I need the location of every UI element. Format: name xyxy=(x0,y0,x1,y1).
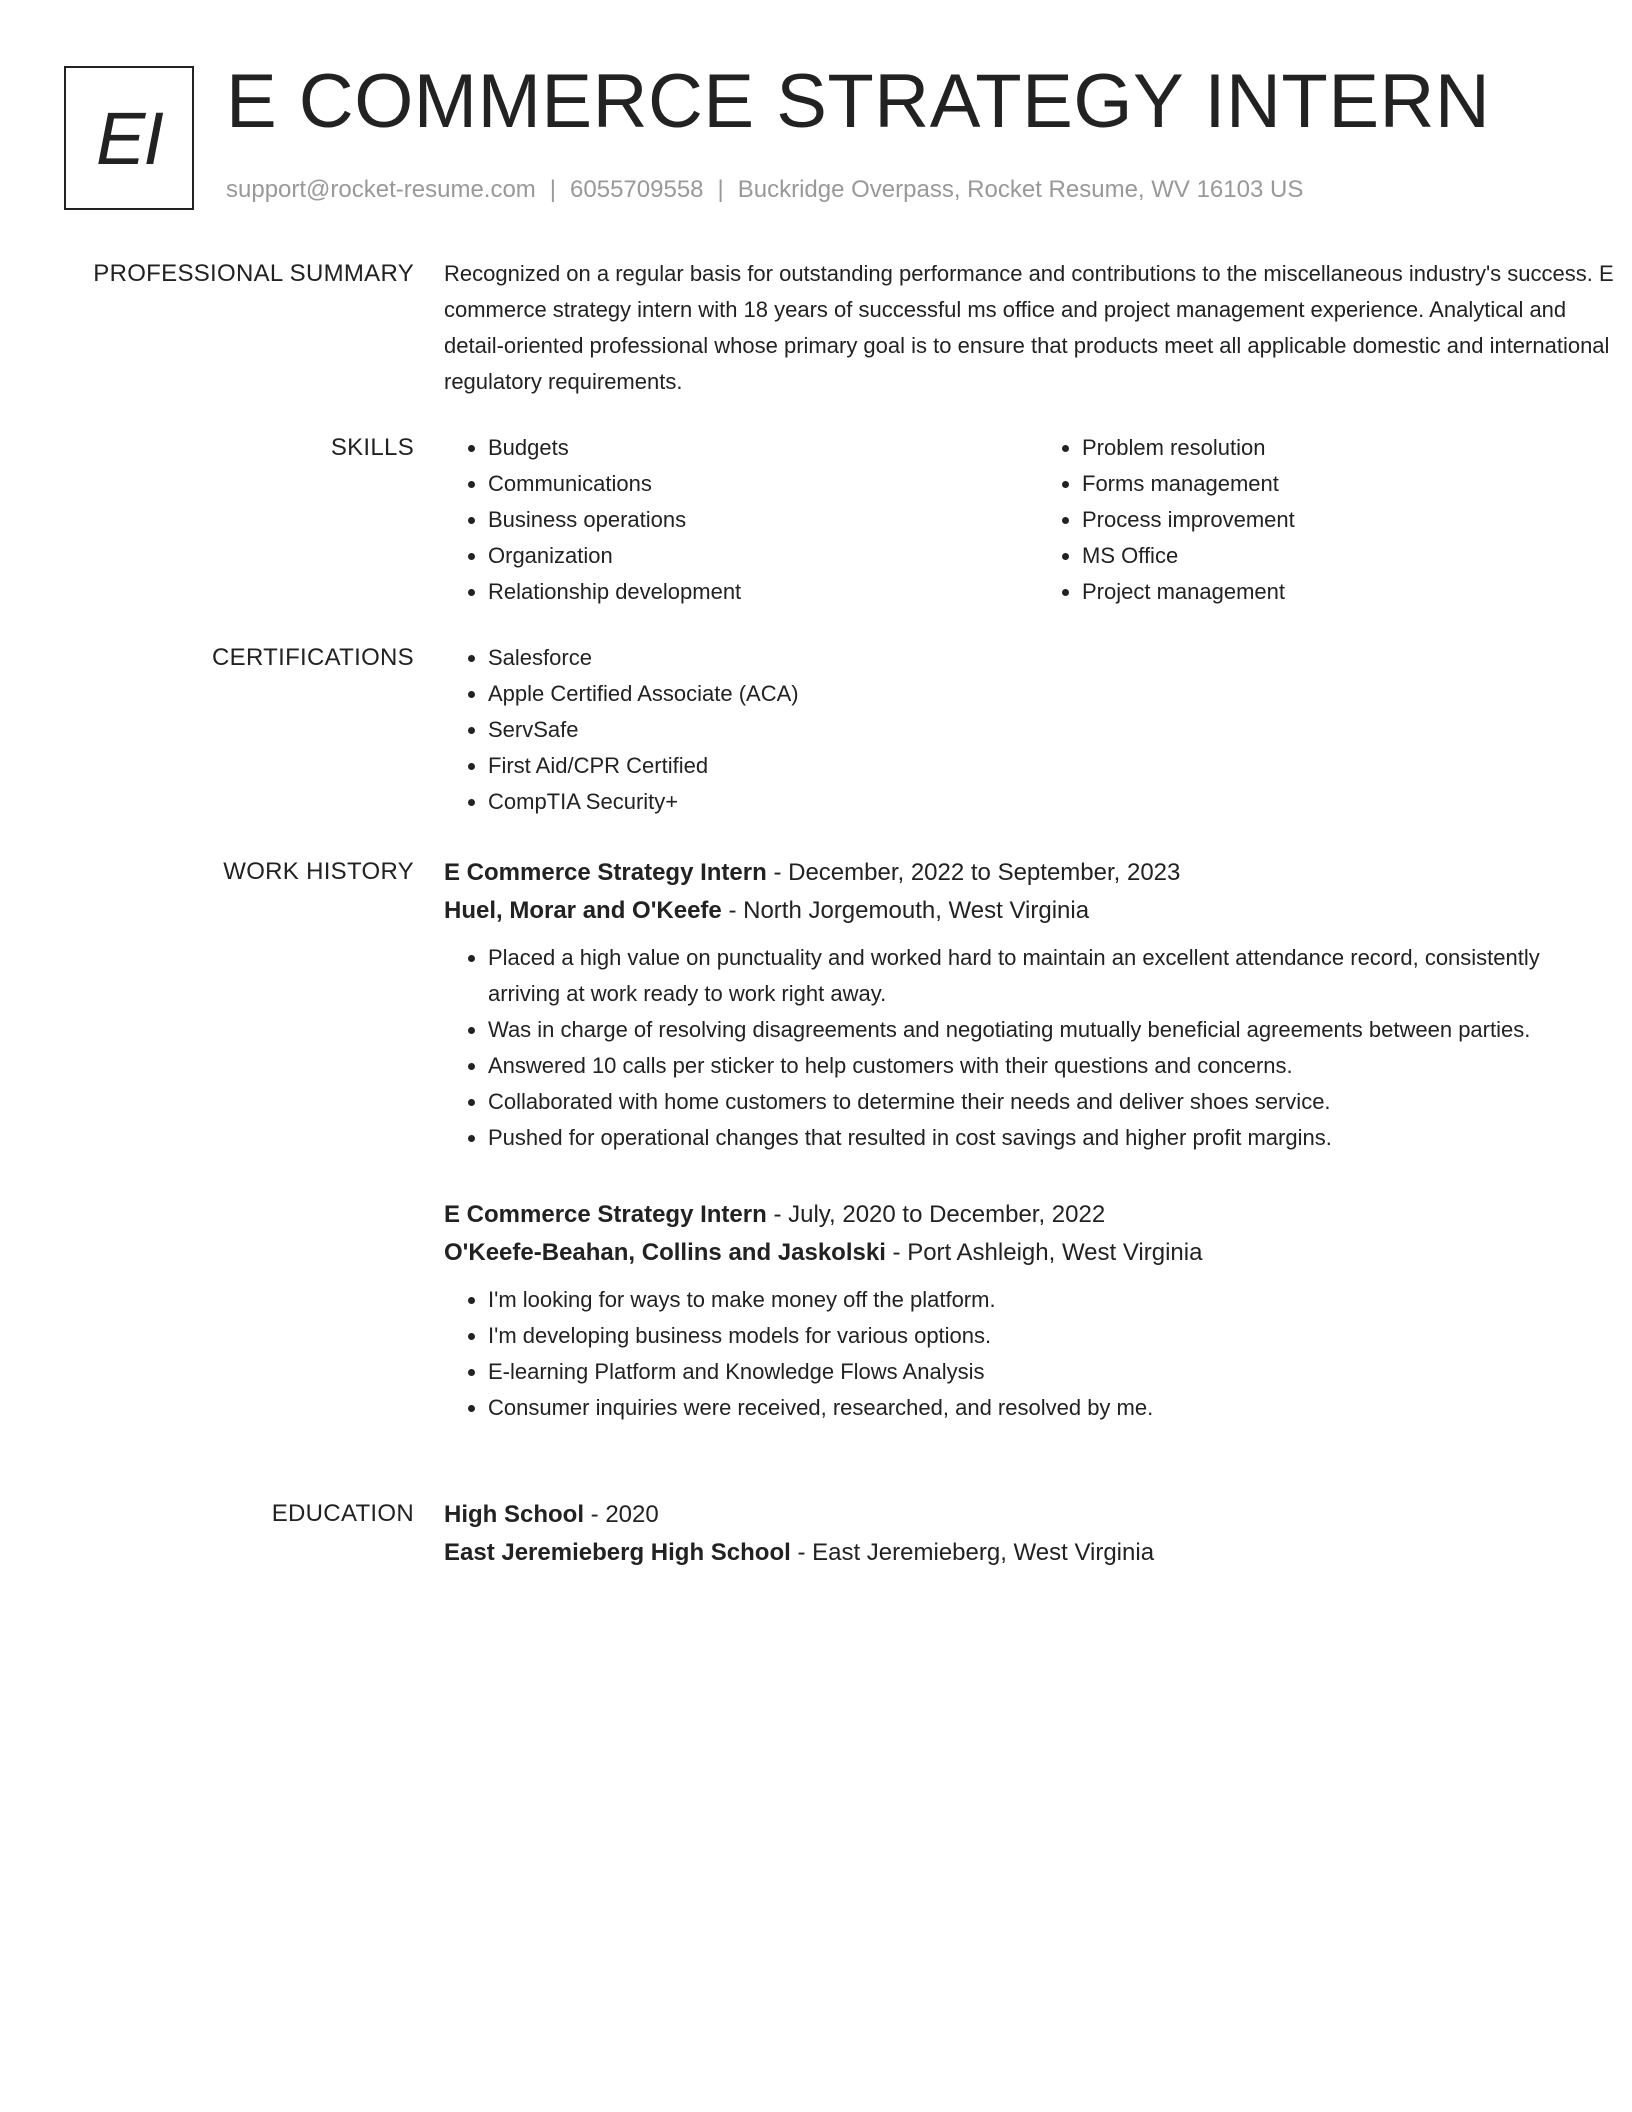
job-dates: - December, 2022 to September, 2023 xyxy=(773,859,1181,886)
skill-item: • Business operations xyxy=(488,502,988,538)
job-bullets xyxy=(444,1282,1614,1426)
skill-item: • Forms management xyxy=(1082,466,1582,502)
job-company-line xyxy=(444,1234,1614,1272)
section-label-summary: PROFESSIONAL SUMMARY xyxy=(93,260,414,287)
contact-phone[interactable]: 6055709558 xyxy=(570,176,704,203)
education-school: East Jeremieberg High School xyxy=(444,1539,791,1566)
job-bullet: • Answered 10 calls per sticker to help customers with their questions and concerns. xyxy=(488,1048,1614,1084)
contact-separator: | xyxy=(717,176,724,203)
job-bullets xyxy=(444,940,1614,1156)
section-label-work-history: WORK HISTORY xyxy=(223,858,414,885)
job-dates: - July, 2020 to December, 2022 xyxy=(773,1201,1106,1228)
job-bullet: • Consumer inquiries were received, researched, and resolved by me. xyxy=(488,1390,1614,1426)
skills-column-left xyxy=(444,430,988,610)
job-title-line xyxy=(444,1196,1614,1234)
education-entry xyxy=(444,1496,1614,1582)
job-company: Huel, Morar and O'Keefe xyxy=(444,897,722,924)
job-bullet: • Collaborated with home customers to determine their needs and deliver shoes service. xyxy=(488,1084,1614,1120)
section-label-skills: SKILLS xyxy=(330,434,414,461)
section-label-certifications: CERTIFICATIONS xyxy=(212,644,414,671)
resume-header xyxy=(64,59,1584,210)
skill-item: • Problem resolution xyxy=(1082,430,1582,466)
monogram-logo: EI xyxy=(64,66,194,210)
job-company-line xyxy=(444,892,1614,930)
skills-list xyxy=(444,430,1614,610)
job-bullet: • I'm developing business models for various options. xyxy=(488,1318,1614,1354)
job-bullet: • Placed a high value on punctuality and worked hard to maintain an excellent attendance record, consistently arriving at work ready to work right away. xyxy=(488,940,1614,1012)
job-entry xyxy=(444,854,1614,1156)
skills-column-right xyxy=(1038,430,1582,610)
job-bullet: • E-learning Platform and Knowledge Flows Analysis xyxy=(488,1354,1614,1390)
certification-item: • CompTIA Security+ xyxy=(488,784,1614,820)
certification-item: • Salesforce xyxy=(488,640,1614,676)
contact-email[interactable]: support@rocket-resume.com xyxy=(226,176,536,203)
certification-item: • ServSafe xyxy=(488,712,1614,748)
skill-item: • Project management xyxy=(1082,574,1582,610)
contact-address: Buckridge Overpass, Rocket Resume, WV 16103 US xyxy=(737,176,1304,203)
job-bullet: • Pushed for operational changes that resulted in cost savings and higher profit margins. xyxy=(488,1120,1614,1156)
certification-item: • Apple Certified Associate (ACA) xyxy=(488,676,1614,712)
job-entry xyxy=(444,1196,1614,1426)
resume-name: E COMMERCE STRATEGY INTERN xyxy=(226,59,1491,144)
job-title: E Commerce Strategy Intern xyxy=(444,1201,767,1228)
job-bullet: • Was in charge of resolving disagreements and negotiating mutually beneficial agreements between parties. xyxy=(488,1012,1614,1048)
education-school-line xyxy=(444,1534,1614,1572)
certification-item: • First Aid/CPR Certified xyxy=(488,748,1614,784)
job-location: - North Jorgemouth, West Virginia xyxy=(728,897,1090,924)
section-label-education: EDUCATION xyxy=(271,1500,414,1527)
job-title-line xyxy=(444,854,1614,892)
summary-text: Recognized on a regular basis for outstanding performance and contributions to the miscellaneous industry's success. E commerce strategy intern with 18 years of successful ms office and project management experience. Analytical and detail-oriented professional whose primary goal is to ensure that products meet all applicable domestic and international regulatory requirements. xyxy=(444,261,1614,394)
job-company: O'Keefe-Beahan, Collins and Jaskolski xyxy=(444,1239,886,1266)
work-history-list xyxy=(444,854,1614,1466)
job-title: E Commerce Strategy Intern xyxy=(444,859,767,886)
job-location: - Port Ashleigh, West Virginia xyxy=(892,1239,1203,1266)
skill-item: • Communications xyxy=(488,466,988,502)
job-bullet: • I'm looking for ways to make money off the platform. xyxy=(488,1282,1614,1318)
skill-item: • Budgets xyxy=(488,430,988,466)
skill-item: • Organization xyxy=(488,538,988,574)
contact-line xyxy=(226,176,1303,204)
education-degree: High School xyxy=(444,1501,584,1528)
education-location: - East Jeremieberg, West Virginia xyxy=(797,1539,1155,1566)
education-year: - 2020 xyxy=(590,1501,659,1528)
contact-separator: | xyxy=(549,176,557,203)
skill-item: • Process improvement xyxy=(1082,502,1582,538)
skill-item: • MS Office xyxy=(1082,538,1582,574)
education-degree-line xyxy=(444,1496,1614,1534)
certifications-list xyxy=(444,640,1614,820)
skill-item: • Relationship development xyxy=(488,574,988,610)
